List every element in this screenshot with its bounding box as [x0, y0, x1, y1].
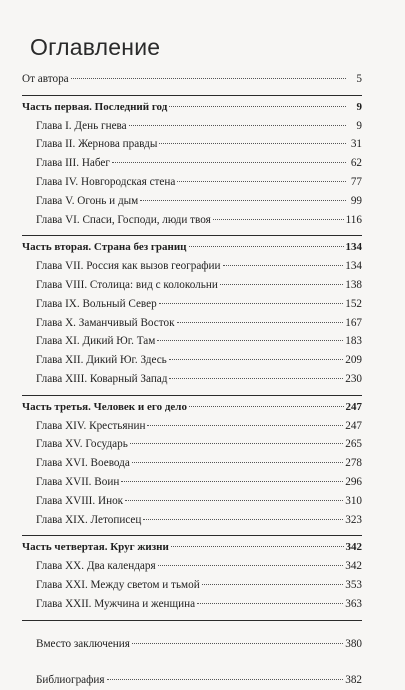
toc-chapter: [22, 351, 362, 370]
page-title: Оглавление: [30, 34, 161, 60]
dot-leader: [220, 284, 343, 285]
dot-leader: [143, 519, 343, 520]
dot-leader: [132, 462, 343, 463]
toc-chapter-title: Глава VIII. Столица: вид с колокольни: [36, 278, 218, 291]
toc-chapter-page: 116: [345, 213, 362, 226]
toc-chapter-page: 138: [345, 278, 362, 291]
toc-chapter: [22, 314, 362, 333]
toc-entry-title: Библиография: [36, 674, 105, 687]
toc-chapter: [22, 192, 362, 211]
toc-chapter-title: Глава XXII. Мужчина и женщина: [36, 597, 196, 610]
toc-part: [22, 398, 362, 417]
toc-entry-page: 380: [345, 637, 362, 650]
toc-chapter: [22, 117, 362, 136]
toc-chapter: [22, 154, 362, 173]
dot-leader: [197, 603, 343, 604]
toc-entry: [22, 671, 362, 690]
toc-part-title: Часть вторая. Страна без границ: [22, 241, 187, 254]
toc-chapter-page: 167: [345, 316, 362, 329]
dot-leader: [130, 443, 343, 444]
toc-chapter-page: 9: [356, 119, 362, 132]
section-divider: [22, 535, 362, 536]
dot-leader: [125, 500, 343, 501]
dot-leader: [147, 425, 343, 426]
toc-chapter: [22, 332, 362, 351]
toc-entry-page: 382: [345, 674, 362, 687]
toc-chapter-title: Глава XIX. Летописец: [36, 513, 142, 526]
toc-chapter-page: 62: [350, 157, 362, 170]
toc-part-page: 342: [345, 541, 362, 554]
toc-part: [22, 238, 362, 257]
toc-chapter-title: Глава VI. Спаси, Господи, люди твоя: [36, 213, 211, 226]
dot-leader: [189, 246, 344, 247]
toc-chapter: [22, 595, 362, 614]
toc-chapter-title: Глава XIV. Крестьянин: [36, 419, 146, 432]
toc-chapter-page: 323: [345, 513, 362, 526]
toc-part-page: 134: [345, 241, 362, 254]
toc-chapter-title: Глава IX. Вольный Север: [36, 297, 157, 310]
toc-chapter: [22, 417, 362, 436]
dot-leader: [159, 303, 344, 304]
dot-leader: [132, 643, 343, 644]
dot-leader: [129, 125, 346, 126]
dot-leader: [223, 265, 344, 266]
toc-chapter-title: Глава XXI. Между светом и тьмой: [36, 578, 200, 591]
toc-chapter: [22, 211, 362, 230]
toc-chapter-title: Глава II. Жернова правды: [36, 138, 158, 151]
section-divider: [22, 620, 362, 621]
dot-leader: [140, 200, 346, 201]
toc-chapter: [22, 370, 362, 389]
toc-chapter-title: Глава X. Заманчивый Восток: [36, 316, 175, 329]
dot-leader: [107, 679, 344, 680]
dot-leader: [158, 565, 344, 566]
toc-chapter-title: Глава V. Огонь и дым: [36, 194, 139, 207]
toc-chapter-title: Глава I. День гнева: [36, 119, 127, 132]
toc-chapter: [22, 257, 362, 276]
toc-chapter-page: 183: [345, 335, 362, 348]
toc-chapter-page: 230: [345, 372, 362, 385]
table-of-contents: [22, 70, 362, 690]
spacer: [22, 653, 362, 671]
toc-chapter-title: Глава XVI. Воевода: [36, 457, 130, 470]
toc-chapter-page: 342: [345, 560, 362, 573]
toc-chapter: [22, 276, 362, 295]
dot-leader: [112, 162, 346, 163]
dot-leader: [189, 406, 344, 407]
toc-chapter: [22, 435, 362, 454]
toc-part-page: 9: [356, 100, 362, 113]
section-divider: [22, 235, 362, 236]
spacer: [22, 623, 362, 635]
toc-entry-title: Вместо заключения: [36, 637, 130, 650]
toc-chapter-title: Глава XX. Два календаря: [36, 560, 156, 573]
toc-chapter-page: 77: [350, 175, 362, 188]
toc-chapter-page: 363: [345, 597, 362, 610]
toc-chapter-page: 99: [350, 194, 362, 207]
toc-chapter-page: 134: [345, 260, 362, 273]
dot-leader: [202, 584, 344, 585]
toc-chapter: [22, 511, 362, 530]
dot-leader: [177, 181, 346, 182]
toc-chapter-page: 247: [345, 419, 362, 432]
toc-entry-title: От автора: [22, 73, 69, 85]
dot-leader: [213, 219, 344, 220]
toc-chapter: [22, 557, 362, 576]
section-divider: [22, 95, 362, 96]
toc-chapter-page: 353: [345, 578, 362, 591]
toc-chapter-page: 310: [345, 494, 362, 507]
toc-chapter-title: Глава XVII. Воин: [36, 475, 120, 488]
toc-chapter-title: Глава VII. Россия как вызов географии: [36, 260, 221, 273]
dot-leader: [169, 378, 343, 379]
toc-chapter-page: 265: [345, 438, 362, 451]
dot-leader: [71, 78, 346, 79]
toc-chapter-page: 152: [345, 297, 362, 310]
toc-chapter-page: 209: [345, 354, 362, 367]
dot-leader: [121, 481, 343, 482]
toc-chapter: [22, 135, 362, 154]
toc-chapter: [22, 173, 362, 192]
dot-leader: [169, 106, 346, 107]
toc-chapter-title: Глава XIII. Коварный Запад: [36, 372, 168, 385]
toc-chapter-page: 296: [345, 475, 362, 488]
toc-chapter-page: 31: [350, 138, 362, 151]
toc-entry: [22, 635, 362, 654]
toc-chapter: [22, 576, 362, 595]
toc-part-title: Часть третья. Человек и его дело: [22, 400, 187, 413]
dot-leader: [177, 322, 344, 323]
toc-chapter: [22, 295, 362, 314]
toc-chapter-title: Глава XII. Дикий Юг. Здесь: [36, 354, 167, 367]
dot-leader: [169, 359, 343, 360]
dot-leader: [159, 143, 346, 144]
toc-part-page: 247: [345, 400, 362, 413]
toc-entry: [22, 70, 362, 89]
toc-entry-page: 5: [356, 73, 362, 85]
section-divider: [22, 395, 362, 396]
toc-chapter-page: 278: [345, 457, 362, 470]
toc-chapter-title: Глава XI. Дикий Юг. Там: [36, 335, 156, 348]
dot-leader: [157, 340, 343, 341]
toc-part-title: Часть четвертая. Круг жизни: [22, 541, 169, 554]
toc-chapter-title: Глава III. Набег: [36, 157, 110, 170]
toc-chapter: [22, 454, 362, 473]
toc-part: [22, 538, 362, 557]
toc-chapter: [22, 473, 362, 492]
toc-part-title: Часть первая. Последний год: [22, 100, 168, 113]
toc-chapter-title: Глава XVIII. Инок: [36, 494, 124, 507]
toc-part: [22, 98, 362, 117]
toc-chapter-title: Глава IV. Новгородская стена: [36, 175, 176, 188]
toc-chapter: [22, 492, 362, 511]
toc-chapter-title: Глава XV. Государь: [36, 438, 128, 451]
dot-leader: [171, 546, 344, 547]
